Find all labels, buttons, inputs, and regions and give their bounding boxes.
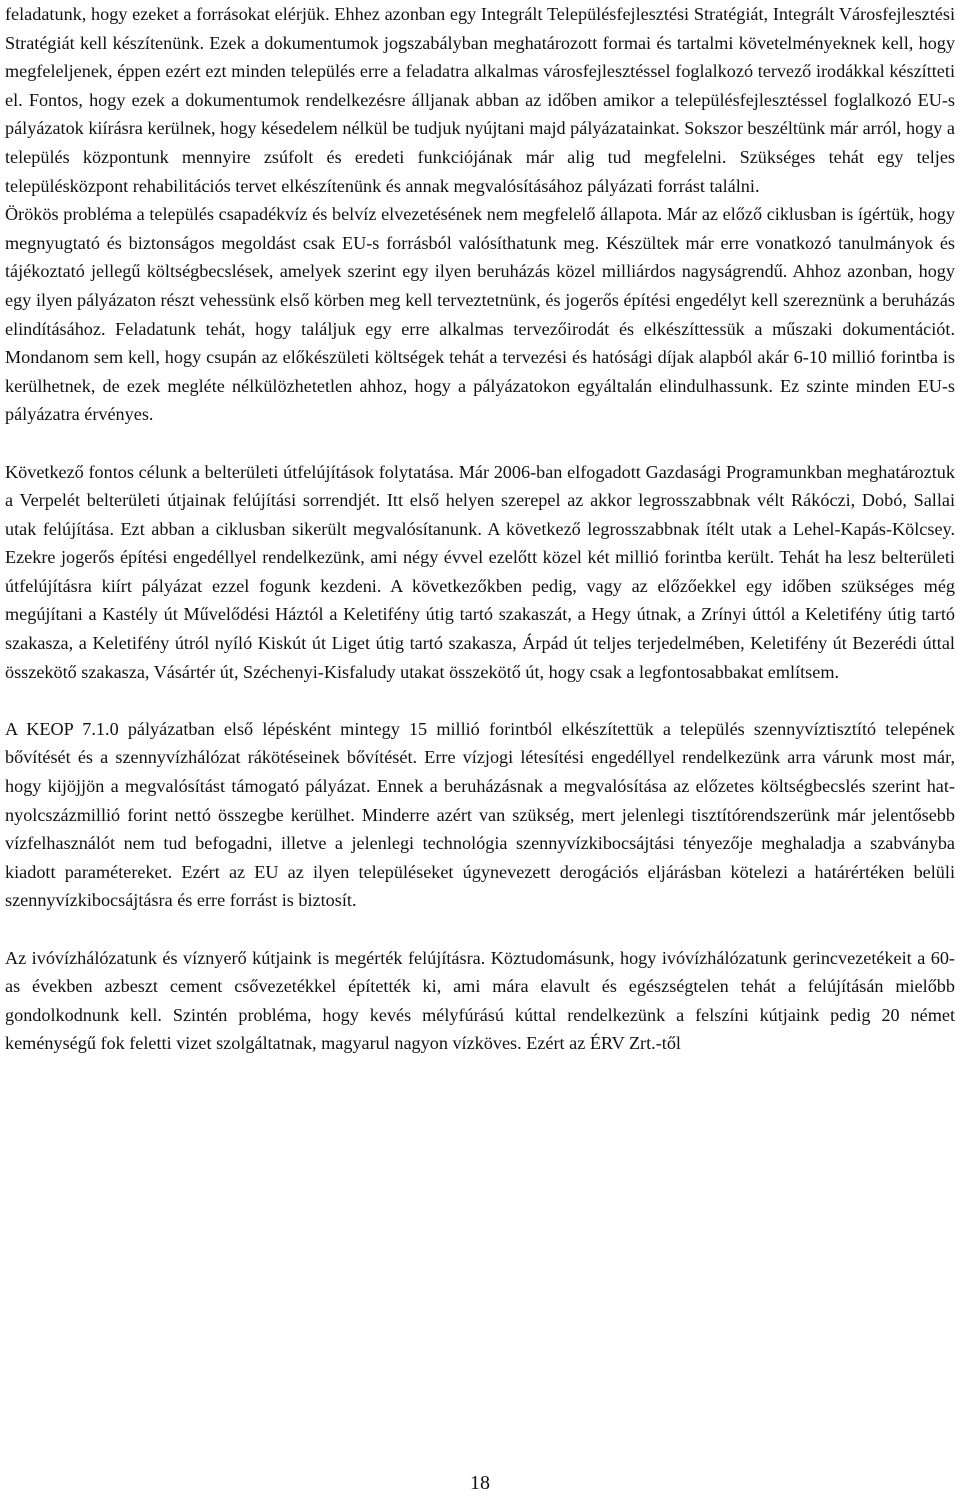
paragraph-2: Örökös probléma a település csapadékvíz és belvíz elvezetésének nem megfelelő állapota. Már az előző ciklusban is ígértük, hogy megnyugtató és biztonságos megoldást csak EU-s forrásból valósíthatunk meg. Készültek már erre vonatkozó tanulmányok és tájékoztató jellegű költségbecslések, amelyek szerint egy ilyen beruházás közel milliárdos nagyságrendű. Ahhoz azonban, hogy egy ilyen pályázaton részt vehessünk első körben meg kell terveztetnünk, és jogerős építési engedélyt kell szereznünk a beruházás elindításához. Feladatunk tehát, hogy találjuk egy erre alkalmas tervezőirodát és elkészíttessük a műszaki dokumentációt. Mondanom sem kell, hogy csupán az előkészületi költségek tehát a tervezési és hatósági díjak alapból akár 6-10 millió forintba is kerülhetnek, de ezek megléte nélkülözhetetlen ahhoz, hogy a pályázatokon egyáltalán elindulhassunk. Ez szinte minden EU-s pályázatra érvényes.	[5, 204, 955, 425]
paragraph-4: A KEOP 7.1.0 pályázatban első lépésként mintegy 15 millió forintból elkészítettük a település szennyvíztisztító telepének bővítését és a szennyvízhálózat rákötéseinek bővítését. Erre vízjogi létesítési engedéllyel rendelkezünk arra várunk most már, hogy kijöjjön a megvalósítást támogató pályázat. Ennek a beruházásnak a megvalósítása az előzetes költségbecslés szerint hat-nyolcszázmillió forint nettó összegbe kerülhet. Minderre azért van szükség, mert jelenlegi tisztítórendszerünk már jelentősebb vízfelhasználót nem tud befogadni, illetve a jelenlegi technológia szennyvízkibocsájtási tényezője meghaladja a szabványba kiadott paramétereket. Ezért az EU az ilyen településeket úgynevezett derogációs eljárásban kötelezi a határértéken belüli szennyvízkibocsájtásra és erre forrást is biztosít.	[5, 718, 955, 911]
paragraph-3: Következő fontos célunk a belterületi útfelújítások folytatása. Már 2006-ban elfogadott Gazdasági Programunkban meghatároztuk a Verpelét belterületi útjainak felújítási sorrendjét. Itt első helyen szerepel az akkor legrosszabbnak vélt Rákóczi, Dobó, Sallai utak felújítása. Ezt abban a ciklusban sikerült megvalósítanunk. A következő legrosszabbnak ítélt utak a Lehel-Kapás-Kölcsey. Ezekre jogerős építési engedéllyel rendelkezünk, ami négy évvel ezelőtt közel két millió forintba került. Tehát ha lesz belterületi útfelújításra kiírt pályázat ezzel fogunk kezdeni. A következőkben pedig, vagy az előzőekkel egy időben szükséges még megújítani a Kastély út Művelődési Háztól a Keletifény útig tartó szakaszát, a Hegy útnak, a Zrínyi úttól a Keletifény útig tartó szakasza, a Keletifény útról nyíló Kiskút út Liget útig tartó szakasza, Árpád út teljes terjedelmében, Keletifény út Bezerédi úttal összekötő szakasza, Vásártér út, Széchenyi-Kisfaludy utakat összekötő út, hogy csak a legfontosabbakat említsem.	[5, 461, 955, 682]
document-page	[5, 0, 955, 1058]
page-number: 18	[470, 1472, 490, 1494]
paragraph-1: feladatunk, hogy ezeket a forrásokat elérjük. Ehhez azonban egy Integrált Településfejlesztési Stratégiát, Integrált Városfejlesztési Stratégiát kell készítenünk. Ezek a dokumentumok jogszabályban meghatározott formai és tartalmi követelményeknek kell, hogy megfeleljenek, éppen ezért ezt minden település erre a feladatra alkalmas városfejlesztéssel foglalkozó tervező irodákkal készítteti el. Fontos, hogy ezek a dokumentumok rendelkezésre álljanak abban az időben amikor a településfejlesztéssel foglalkozó EU-s pályázatok kiírásra kerülnek, hogy késedelem nélkül be tudjuk nyújtani majd pályázatainkat. Sokszor beszéltünk már arról, hogy a település központunk mennyire zsúfolt és eredeti funkciójának már alig tud megfelelni. Szükséges tehát egy teljes településközpont rehabilitációs tervet elkészítenünk és annak megvalósításához pályázati forrást találni.	[5, 4, 955, 196]
paragraph-5: Az ivóvízhálózatunk és víznyerő kútjaink is megérték felújításra. Köztudomásunk, hogy ivóvízhálózatunk gerincvezetékeit a 60-as években azbeszt cement csővezetékkel építették ki, ami mára elavult és egészségtelen tehát a felújításán mielőbb gondolkodnunk kell. Szintén probléma, hogy kevés mélyfúrású kúttal rendelkezünk a felszíni kútjaink pedig 20 német keménységű fok feletti vizet szolgáltatnak, magyarul nagyon vízköves. Ezért az ÉRV Zrt.-től	[5, 947, 955, 1054]
